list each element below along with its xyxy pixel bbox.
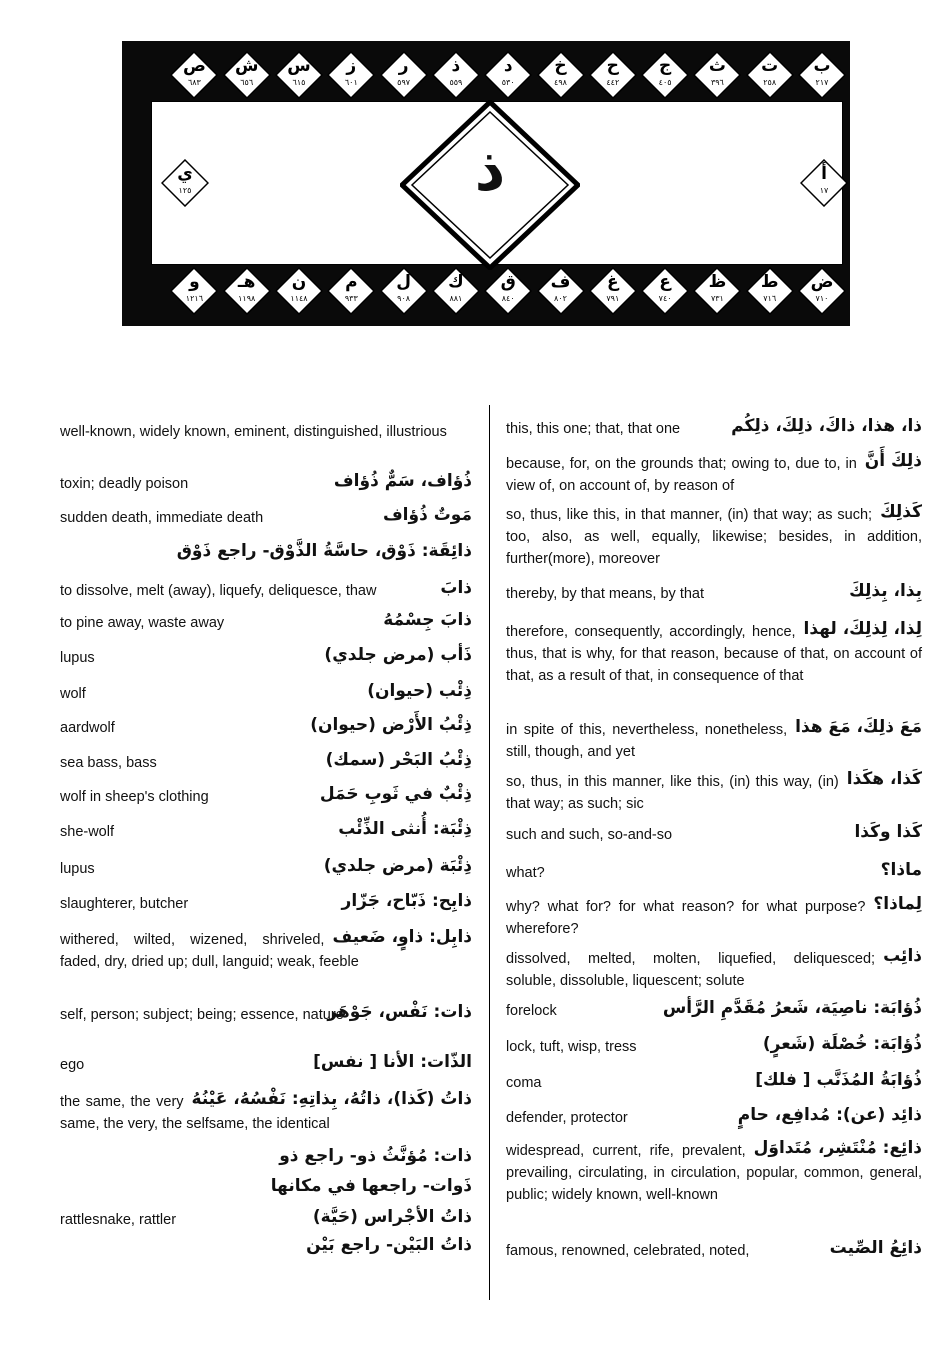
- letter-tab[interactable]: [585, 263, 641, 319]
- entry-definition: aardwolf: [60, 720, 115, 736]
- entry-headword: بِذا، بِذلِكَ: [849, 581, 922, 601]
- entry-definition: therefore, consequently, accordingly, hence, thus, that is why, for that reason, because of that, on account of that, as a result of that, in consequence of that: [506, 621, 922, 687]
- dictionary-entry: [60, 1054, 472, 1076]
- dictionary-entry: [60, 752, 472, 774]
- entry-headword: ذُؤابَةُ المُذَنَّب [ فلك]: [755, 1070, 922, 1090]
- entry-headword: ذِئْبَة: أُنثى الذِّئْب: [338, 819, 472, 839]
- tab-page-number: ٧٩١: [606, 294, 620, 303]
- dictionary-entry: [60, 647, 472, 669]
- tab-page-number: ٤٤٢: [606, 78, 620, 87]
- dictionary-entry: [506, 502, 922, 567]
- entry-headword: ذات: نَفْس، جَوْهَر: [327, 1002, 472, 1022]
- entry-headword: الذّات: الأنا [ نفس]: [313, 1052, 472, 1072]
- tab-page-number: ٧١٦: [763, 294, 777, 303]
- entry-headword: ذَأب (مرض جلدي): [324, 645, 472, 665]
- dictionary-entry: [506, 717, 922, 760]
- entry-definition: to pine away, waste away: [60, 615, 225, 631]
- dictionary-entry: [60, 1209, 472, 1231]
- letter-tab[interactable]: [533, 263, 589, 319]
- entry-headword: لِذا، لِذلِكَ، لهذا: [803, 619, 922, 639]
- letter-tab[interactable]: [219, 263, 275, 319]
- entry-headword: ذابِل: ذاوٍ، ضَعيف: [332, 927, 472, 947]
- tab-letter: ض: [810, 272, 834, 292]
- entry-definition: this, this one; that, that one: [506, 421, 681, 437]
- dictionary-entry: [60, 821, 472, 843]
- entry-definition: in spite of this, nevertheless, nonetheless, still, though, and yet: [506, 719, 922, 763]
- dictionary-entry: [60, 612, 472, 634]
- tab-page-number: ٤٠٥: [658, 78, 672, 87]
- entry-definition: ego: [60, 1057, 85, 1073]
- tab-page-number: ٨٨١: [449, 294, 463, 303]
- dictionary-entry: [60, 1147, 472, 1169]
- entry-headword: ذابِح: ذَبّاح، جَزّار: [341, 891, 472, 911]
- tab-page-number: ٦٥٦: [240, 78, 254, 87]
- entry-headword: ذِئْبُ البَحْر (سمك): [325, 750, 472, 770]
- entry-definition: the same, the very same, the very, the selfsame, the identical: [60, 1091, 472, 1135]
- tab-letter: ف: [550, 272, 571, 292]
- entry-headword: كَذا، هكَذا: [846, 769, 922, 789]
- tab-letter: ح: [606, 56, 619, 76]
- tab-letter: ظ: [708, 272, 727, 292]
- letter-tab[interactable]: [637, 263, 693, 319]
- tab-letter: ث: [708, 56, 726, 76]
- entry-headword: ذُؤابَة: ناصِيَة، شَعرُ مُقَدَّمِ الرَّأس: [662, 998, 922, 1018]
- entry-definition: widespread, current, rife, prevalent, prevailing, circulating, in circulation, popular, common, general, public; widely known, well-known: [506, 1140, 922, 1206]
- entry-definition: dissolved, melted, molten, liquefied, deliquesced; soluble, dissoluble, liquescent; solute: [506, 948, 922, 992]
- dictionary-entry: [506, 619, 922, 684]
- entry-headword: ذِئْبُ الأَرْض (حيوان): [310, 715, 472, 735]
- tab-page-number: ٥٥٩: [449, 78, 463, 87]
- entry-definition: thereby, by that means, by that: [506, 586, 705, 602]
- entry-headword: ذابَ جِسْمُهُ: [383, 610, 472, 630]
- tab-letter: ط: [760, 272, 779, 292]
- tab-letter: أ: [821, 164, 827, 184]
- tab-page-number: ٤٩٨: [554, 78, 567, 87]
- entry-headword: ماذا؟: [880, 860, 922, 880]
- tab-letter: غ: [606, 272, 619, 292]
- letter-tab[interactable]: [689, 263, 745, 319]
- entry-headword: ذِئْبَة (مرض جلدي): [323, 856, 472, 876]
- entry-definition: such and such, so-and-so: [506, 827, 673, 843]
- entry-definition: slaughterer, butcher: [60, 896, 189, 912]
- tab-page-number: ٩٣٣: [344, 294, 358, 303]
- dictionary-entry: [60, 786, 472, 808]
- letter-tab[interactable]: [637, 47, 693, 103]
- tab-page-number: ٥٣٠: [501, 78, 515, 87]
- tab-letter: ق: [500, 272, 516, 292]
- tab-page-number: ٧٤٠: [658, 294, 672, 303]
- tab-page-number: ٦١٥: [292, 78, 306, 87]
- entry-definition: toxin; deadly poison: [60, 476, 189, 492]
- tab-page-number: ٧٣١: [710, 294, 724, 303]
- dictionary-entry: [506, 451, 922, 494]
- entry-definition: why? what for? for what reason? for what purpose? wherefore?: [506, 896, 922, 940]
- dictionary-entry: [60, 1236, 472, 1258]
- tab-page-number: ٦٠١: [344, 78, 358, 87]
- tab-letter: ع: [659, 272, 671, 292]
- entry-definition: self, person; subject; being; essence, nature: [60, 1007, 344, 1023]
- tab-letter: ج: [658, 56, 672, 76]
- entry-definition: because, for, on the grounds that; owing to, due to, in view of, on account of, by reason of: [506, 453, 922, 497]
- tab-letter: ص: [182, 56, 206, 76]
- entry-headword: ذُؤابَة: خُصْلَة (شَعرٍ): [762, 1034, 922, 1054]
- letter-tab[interactable]: [689, 47, 745, 103]
- entry-headword: كَذلِكَ: [880, 502, 922, 522]
- letter-tab[interactable]: [480, 263, 536, 319]
- entry-headword: ذاتُ (كَذا)، ذاتُهُ، بِذاتِهِ: نَفْسُهُ، عَيْنُهُ: [191, 1089, 472, 1109]
- column-divider: [489, 405, 490, 1300]
- tab-page-number: ١٢١٦: [185, 294, 203, 303]
- entry-definition: sea bass, bass: [60, 755, 157, 771]
- entry-definition: to dissolve, melt (away), liquefy, deliquesce, thaw: [60, 583, 377, 599]
- tab-page-number: ٨٤٠: [501, 294, 515, 303]
- letter-tab[interactable]: [742, 263, 798, 319]
- entry-headword: ذائِعُ الصِّيت: [829, 1238, 922, 1258]
- letter-tab[interactable]: [794, 47, 850, 103]
- dictionary-entry: [60, 421, 472, 443]
- letter-tab[interactable]: [376, 263, 432, 319]
- letter-tab[interactable]: [480, 47, 536, 103]
- current-letter: ذ: [474, 135, 506, 205]
- tab-letter: ك: [448, 272, 464, 292]
- dictionary-entry: [506, 583, 922, 605]
- entry-definition: withered, wilted, wizened, shriveled, faded, dry, dried up; dull, languid; weak, feeble: [60, 929, 472, 973]
- dictionary-entry: [60, 893, 472, 915]
- entry-headword: ذا، هذا، ذاكَ، ذلِكَ، ذلِكُم: [731, 416, 922, 436]
- tab-page-number: ٢١٧: [815, 78, 829, 87]
- entry-headword: ذِئْبٌ في ثَوبِ حَمَل: [319, 784, 472, 804]
- dictionary-entry: [506, 824, 922, 846]
- dictionary-entry: [60, 473, 472, 495]
- tab-letter: خ: [554, 56, 567, 76]
- dictionary-entry: [506, 862, 922, 884]
- letter-tab[interactable]: [794, 263, 850, 319]
- entry-definition: so, thus, in this manner, like this, (in) this way, (in) that way; as such; sic: [506, 771, 922, 815]
- dictionary-entry: [60, 507, 472, 529]
- dictionary-entry: [60, 1004, 472, 1026]
- entry-definition: well-known, widely known, eminent, distinguished, illustrious: [60, 424, 447, 440]
- entry-headword: ذِئْب (حيوان): [367, 681, 472, 701]
- letter-tab-left[interactable]: [157, 155, 213, 211]
- tab-letter: هـ: [237, 272, 256, 292]
- dictionary-entry: [506, 769, 922, 812]
- entry-definition: so, thus, like this, in that manner, (in) that way; as such; too, also, as well, equally, likewise; besides, in addition, further(more), moreover: [506, 504, 922, 570]
- tab-letter: ي: [177, 164, 193, 184]
- entry-headword: كَذا وكَذا: [854, 822, 922, 842]
- dictionary-entry: [60, 858, 472, 880]
- tab-letter: ز: [346, 56, 357, 76]
- dictionary-entry: [60, 542, 472, 564]
- letter-tab[interactable]: [323, 263, 379, 319]
- entry-definition: wolf: [60, 686, 86, 702]
- entry-definition: sudden death, immediate death: [60, 510, 264, 526]
- tab-letter: ن: [291, 272, 307, 292]
- letter-tab[interactable]: [166, 47, 222, 103]
- tab-page-number: ١٧: [819, 186, 829, 195]
- letter-tab[interactable]: [271, 47, 327, 103]
- tab-letter: ل: [396, 272, 411, 292]
- tab-page-number: ٥٩٧: [397, 78, 411, 87]
- dictionary-entry: [506, 946, 922, 989]
- tab-page-number: ٧١٠: [815, 294, 829, 303]
- letter-tab[interactable]: [428, 263, 484, 319]
- tab-page-number: ٣٩٦: [710, 78, 724, 87]
- letter-tab[interactable]: [219, 47, 275, 103]
- letter-tab[interactable]: [742, 47, 798, 103]
- entry-definition: coma: [506, 1075, 542, 1091]
- entry-headword: ذائِقَة: ذَوْق، حاسَّةُ الذَّوْق- راجع ذَوْق: [176, 541, 472, 561]
- entry-definition: she-wolf: [60, 824, 114, 840]
- letter-tab[interactable]: [323, 47, 379, 103]
- entry-headword: مَوتٌ ذُؤاف: [382, 505, 472, 525]
- entry-definition: defender, protector: [506, 1110, 628, 1126]
- tab-letter: م: [345, 272, 358, 292]
- tab-letter: د: [503, 56, 513, 76]
- letter-tab[interactable]: [166, 263, 222, 319]
- dictionary-entry: [60, 1177, 472, 1199]
- letter-tab-right[interactable]: [796, 155, 852, 211]
- entry-definition: forelock: [506, 1003, 557, 1019]
- entry-headword: ذائِد (عن): مُدافِع، حامٍ: [737, 1105, 922, 1125]
- tab-page-number: ٩٠٨: [397, 294, 411, 303]
- entry-headword: ذاتُ البَيْن- راجع بَيْن: [306, 1235, 472, 1255]
- entry-definition: lock, tuft, wisp, tress: [506, 1039, 637, 1055]
- tab-letter: و: [189, 272, 200, 292]
- entry-headword: ذاتُ الأجْراس (حَيَّة): [312, 1207, 472, 1227]
- dictionary-entry: [506, 894, 922, 937]
- dictionary-entry: [60, 927, 472, 970]
- entry-headword: ذَوات- راجعها في مكانها: [270, 1176, 472, 1196]
- tab-page-number: ١٢٥: [178, 186, 192, 195]
- tab-page-number: ١١٩٨: [238, 294, 256, 303]
- dictionary-entry: [506, 1000, 922, 1022]
- tab-page-number: ١١٤٨: [290, 294, 308, 303]
- entry-headword: مَعَ ذلِكَ، مَعَ هذا: [795, 717, 922, 737]
- tab-letter: ت: [761, 56, 779, 76]
- tab-page-number: ٨٠٢: [554, 294, 567, 303]
- dictionary-entry: [506, 1138, 922, 1203]
- tab-page-number: ٢٥٨: [763, 78, 777, 87]
- letter-tab[interactable]: [585, 47, 641, 103]
- entry-definition: rattlesnake, rattler: [60, 1212, 177, 1228]
- tab-letter: ذ: [451, 56, 461, 76]
- entry-definition: famous, renowned, celebrated, noted,: [506, 1243, 750, 1259]
- letter-tab[interactable]: [271, 263, 327, 319]
- tab-letter: س: [287, 56, 311, 76]
- entry-definition: lupus: [60, 650, 95, 666]
- dictionary-entry: [506, 1240, 922, 1262]
- entry-definition: lupus: [60, 861, 95, 877]
- letter-tab[interactable]: [428, 47, 484, 103]
- dictionary-entry: [506, 1107, 922, 1129]
- entry-headword: ذلِكَ أَنَّ: [864, 451, 922, 471]
- entry-headword: ذائِع: مُنْتَشِر، مُتَداوَل: [753, 1138, 922, 1158]
- letter-tab[interactable]: [533, 47, 589, 103]
- entry-headword: لِماذا؟: [873, 894, 922, 914]
- dictionary-entry: [506, 418, 922, 440]
- entry-headword: ذات: مُؤنَّثُ ذو- راجع ذو: [279, 1146, 472, 1166]
- letter-tab[interactable]: [376, 47, 432, 103]
- dictionary-entry: [60, 717, 472, 739]
- tab-letter: ش: [234, 56, 259, 76]
- dictionary-entry: [60, 580, 472, 602]
- entry-headword: ذابَ: [440, 578, 472, 598]
- dictionary-entry: [506, 1072, 922, 1094]
- entry-definition: wolf in sheep's clothing: [60, 789, 209, 805]
- dictionary-entry: [60, 683, 472, 705]
- tab-letter: ر: [398, 56, 409, 76]
- entry-headword: ذُؤاف، سَمٌّ ذُؤاف: [333, 471, 472, 491]
- tab-page-number: ٦٨٣: [187, 78, 201, 87]
- entry-definition: what?: [506, 865, 545, 881]
- entry-headword: ذائِب: [883, 946, 922, 966]
- tab-letter: ب: [813, 56, 831, 76]
- dictionary-entry: [506, 1036, 922, 1058]
- dictionary-entry: [60, 1089, 472, 1132]
